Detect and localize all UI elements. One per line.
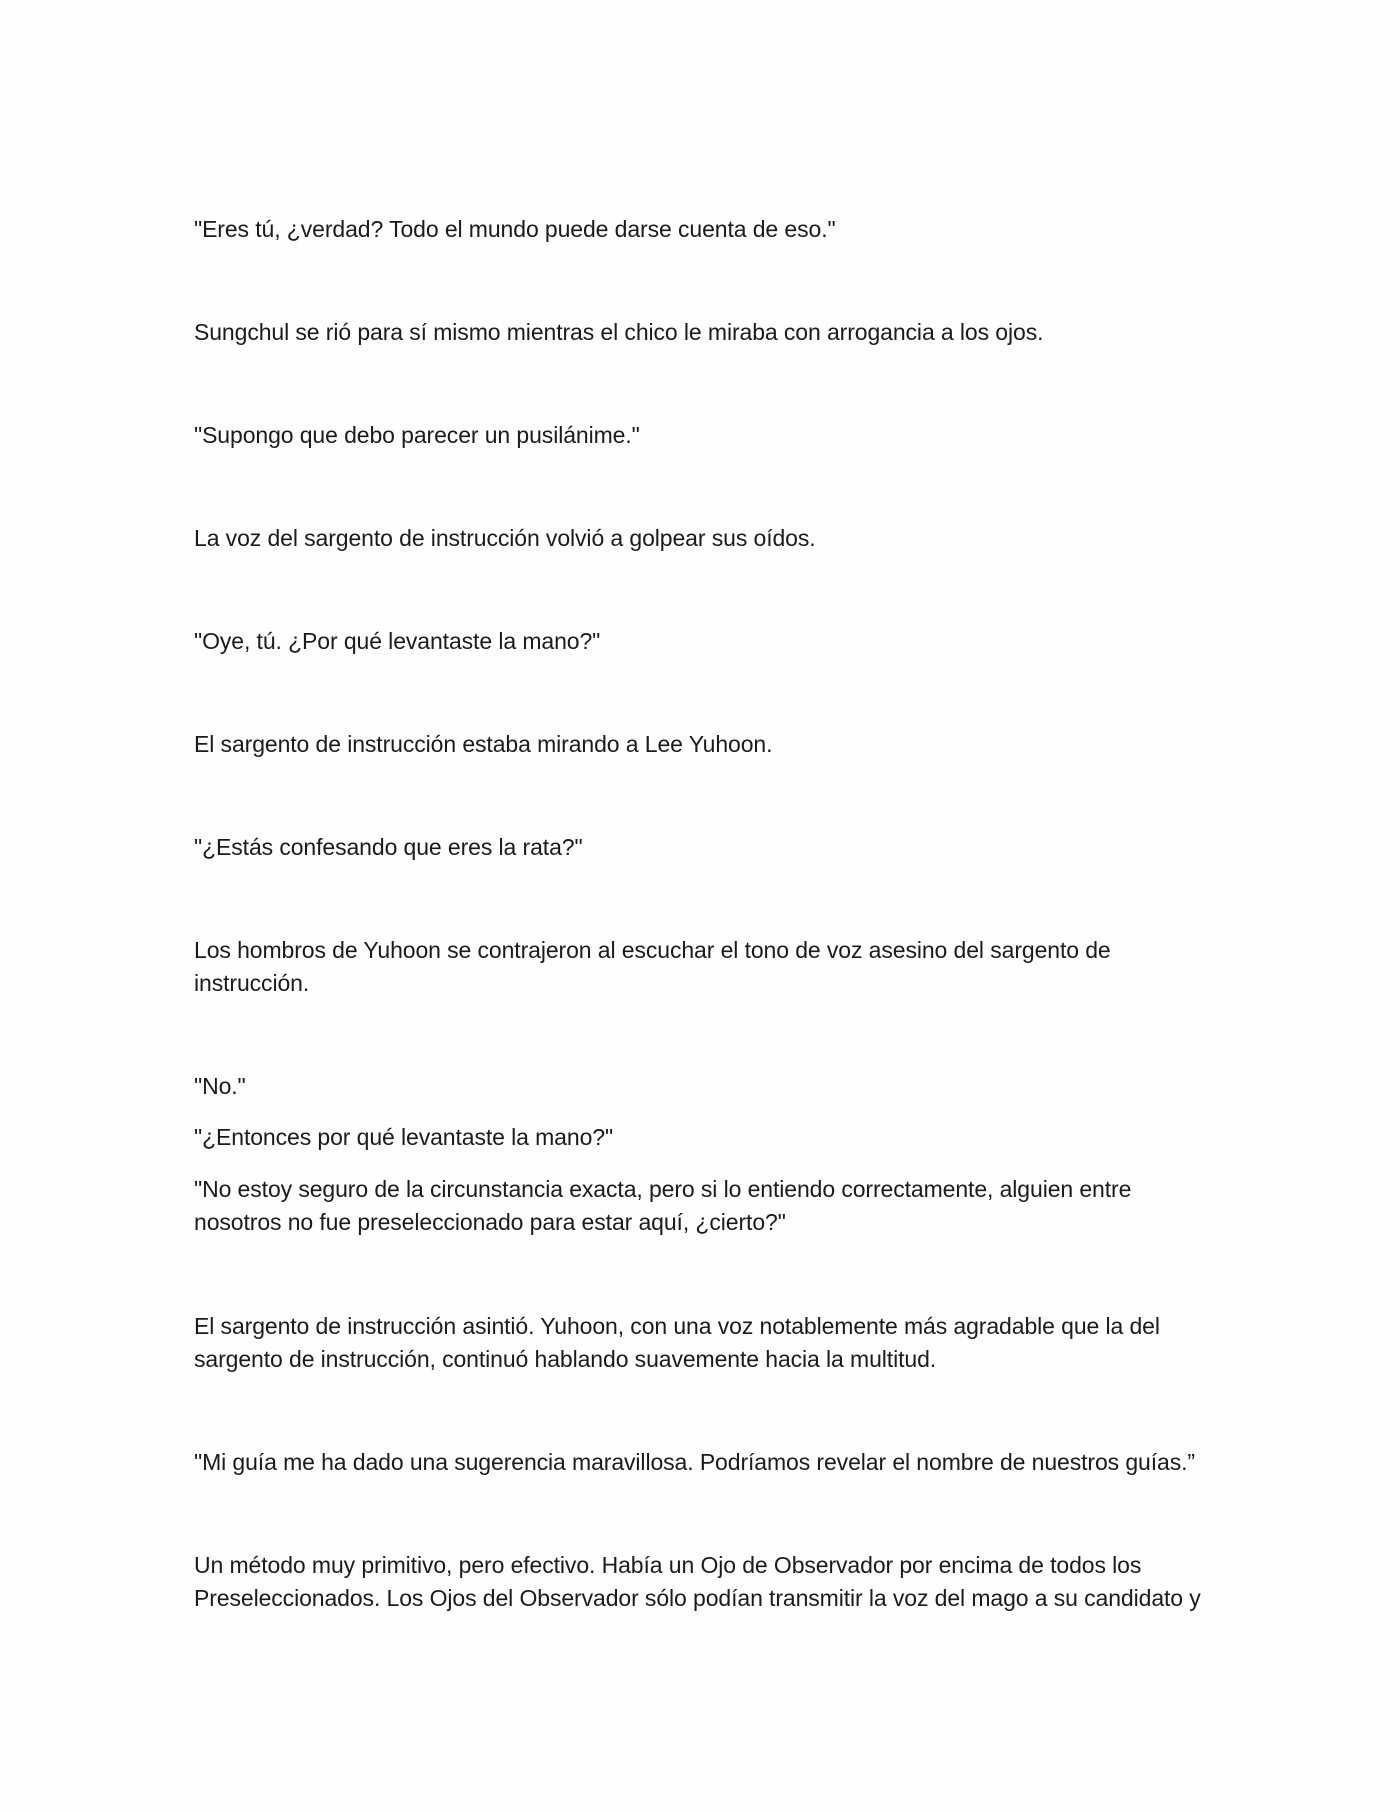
paragraph: Los hombros de Yuhoon se contrajeron al escuchar el tono de voz asesino del sargento de instrucción. [194,937,1111,996]
paragraph: El sargento de instrucción asintió. Yuhoon, con una voz notablemente más agradable que la del sargento de instrucción, continuó hablando suavemente hacia la multitud. [194,1313,1160,1372]
paragraph: "¿Estás confesando que eres la rata?" [194,834,583,860]
paragraph: Un método muy primitivo, pero efectivo. Había un Ojo de Observador por encima de todos los Preseleccionados. Los Ojos del Observador sólo podían transmitir la voz del mago a su candidato y [194,1552,1201,1611]
paragraph: "No estoy seguro de la circunstancia exacta, pero si lo entiendo correctamente, alguien entre nosotros no fue preseleccionado para estar aquí, ¿cierto?" [194,1176,1132,1235]
paragraph: "Supongo que debo parecer un pusilánime." [194,422,640,448]
paragraph: "Mi guía me ha dado una sugerencia maravillosa. Podríamos revelar el nombre de nuestros guías.” [194,1449,1195,1475]
paragraph: Sungchul se rió para sí mismo mientras el chico le miraba con arrogancia a los ojos. [194,319,1044,345]
paragraph: El sargento de instrucción estaba mirando a Lee Yuhoon. [194,731,773,757]
paragraph: La voz del sargento de instrucción volvió a golpear sus oídos. [194,525,816,551]
paragraph: "No." [194,1073,246,1099]
paragraph: "Oye, tú. ¿Por qué levantaste la mano?" [194,628,601,654]
paragraph: "Eres tú, ¿verdad? Todo el mundo puede darse cuenta de eso." [194,216,836,242]
paragraph: "¿Entonces por qué levantaste la mano?" [194,1124,614,1150]
